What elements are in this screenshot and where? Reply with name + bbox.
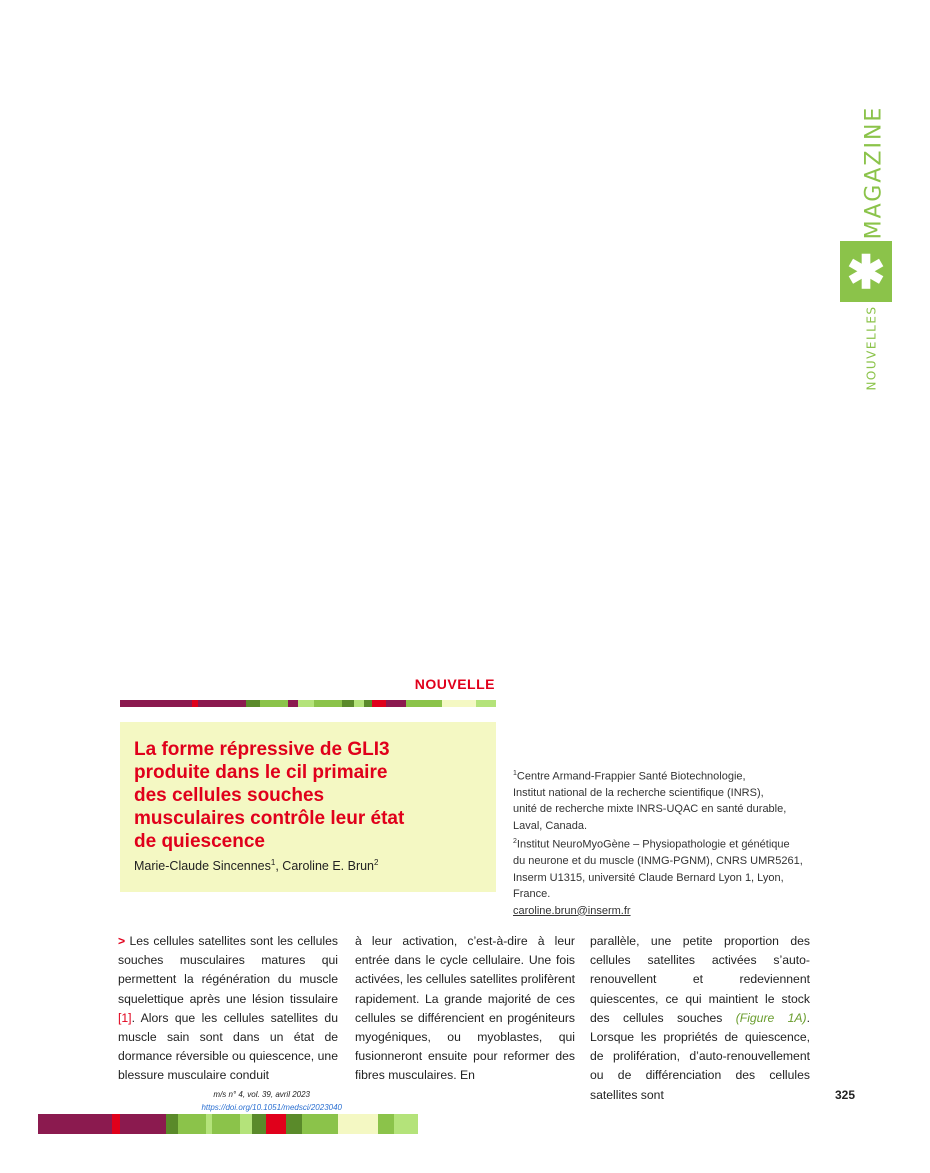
doi-link[interactable]: https://doi.org/10.1051/medsci/2023040 <box>201 1103 342 1112</box>
asterisk-glyph: ✱ <box>846 245 886 298</box>
affiliation-mark: 2 <box>513 838 517 846</box>
authors <box>134 858 482 873</box>
nouvelles-text: NOUVELLES <box>865 304 880 391</box>
author-name: Caroline E. Brun <box>282 859 375 874</box>
title-line: musculaires contrôle leur état <box>134 808 405 829</box>
title-line: de quiescence <box>134 831 265 852</box>
affiliation-line: Inserm U1315, université Claude Bernard Lyon 1, Lyon, France. <box>513 871 784 901</box>
body-column-2 <box>355 932 575 1086</box>
author-email-link[interactable]: caroline.brun@inserm.fr <box>513 904 631 917</box>
top-color-strip <box>120 700 496 707</box>
affiliation-line: unité de recherche mixte INRS-UQAC en santé durable, <box>513 803 787 816</box>
section-label: NOUVELLE <box>414 676 495 692</box>
title-box <box>120 722 496 892</box>
article-title <box>134 738 482 853</box>
affiliation-mark: 1 <box>513 770 517 777</box>
nouvelles-side-label <box>850 305 894 390</box>
title-line: produite dans le cil primaire <box>134 762 388 783</box>
body-text: à leur activation, c’est-à-dire à leur entrée dans le cycle cellulaire. Une fois activées, les cellules satellites prolifèrent rapidement. La grande majorité de ces cellules se différencient en progéniteurs myogéniques, ou myoblastes, qui fusionneront ensuite pour reformer des fibres musculaires. En <box>355 934 575 1083</box>
affiliations <box>513 766 823 919</box>
magazine-text: MAGAZINE <box>861 105 887 239</box>
affiliation-line: Laval, Canada. <box>513 819 587 832</box>
body-text: Les cellules satellites sont les cellules souches musculaires matures qui permettent la régénération du muscle squelettique après une lésion tissulaire <box>118 934 338 1006</box>
asterisk-icon <box>840 241 892 302</box>
author-separator: , <box>275 859 283 874</box>
body-text: . Alors que les cellules satellites du muscle sain sont dans un état de dormance réversible ou quiescence, une blessure musculaire conduit <box>118 1010 338 1083</box>
bottom-color-strip <box>38 1114 418 1134</box>
author-affiliation-mark: 2 <box>374 858 379 867</box>
body-column-3 <box>590 932 810 1105</box>
affiliation-line: du neurone et du muscle (INMG-PGNM), CNRS UMR5261, <box>513 855 803 868</box>
title-line: des cellules souches <box>134 785 325 806</box>
author-affiliation-mark: 1 <box>270 858 276 867</box>
author-name: Marie-Claude Sincennes <box>134 859 271 874</box>
magazine-side-label <box>850 105 898 239</box>
title-line: La forme répressive de GLI3 <box>134 739 390 760</box>
body-text: . Lorsque les propriétés de quiescence, de prolifération, d’auto-renouvellement ou de différenciation des cellules satellites sont <box>590 1010 810 1102</box>
reference-link[interactable]: [1] <box>118 1010 132 1025</box>
journal-citation: m/s n° 4, vol. 39, avril 2023 <box>213 1090 310 1099</box>
page-number: 325 <box>834 1088 855 1102</box>
affiliation-line: Institut national de la recherche scientifique (INRS), <box>513 787 764 800</box>
body-column-1 <box>118 932 338 1086</box>
paragraph-marker: > <box>118 934 126 948</box>
affiliation-line: Institut NeuroMyoGène – Physiopathologie et génétique <box>516 838 790 851</box>
affiliation-line: Centre Armand-Frappier Santé Biotechnologie, <box>516 770 746 783</box>
figure-reference-link[interactable]: (Figure 1A) <box>735 1010 807 1025</box>
body-text: parallèle, une petite proportion des cellules satellites activées s’auto-renouvellent et redeviennent quiescentes, ce qui maintient le stock des cellules souches <box>590 934 810 1025</box>
